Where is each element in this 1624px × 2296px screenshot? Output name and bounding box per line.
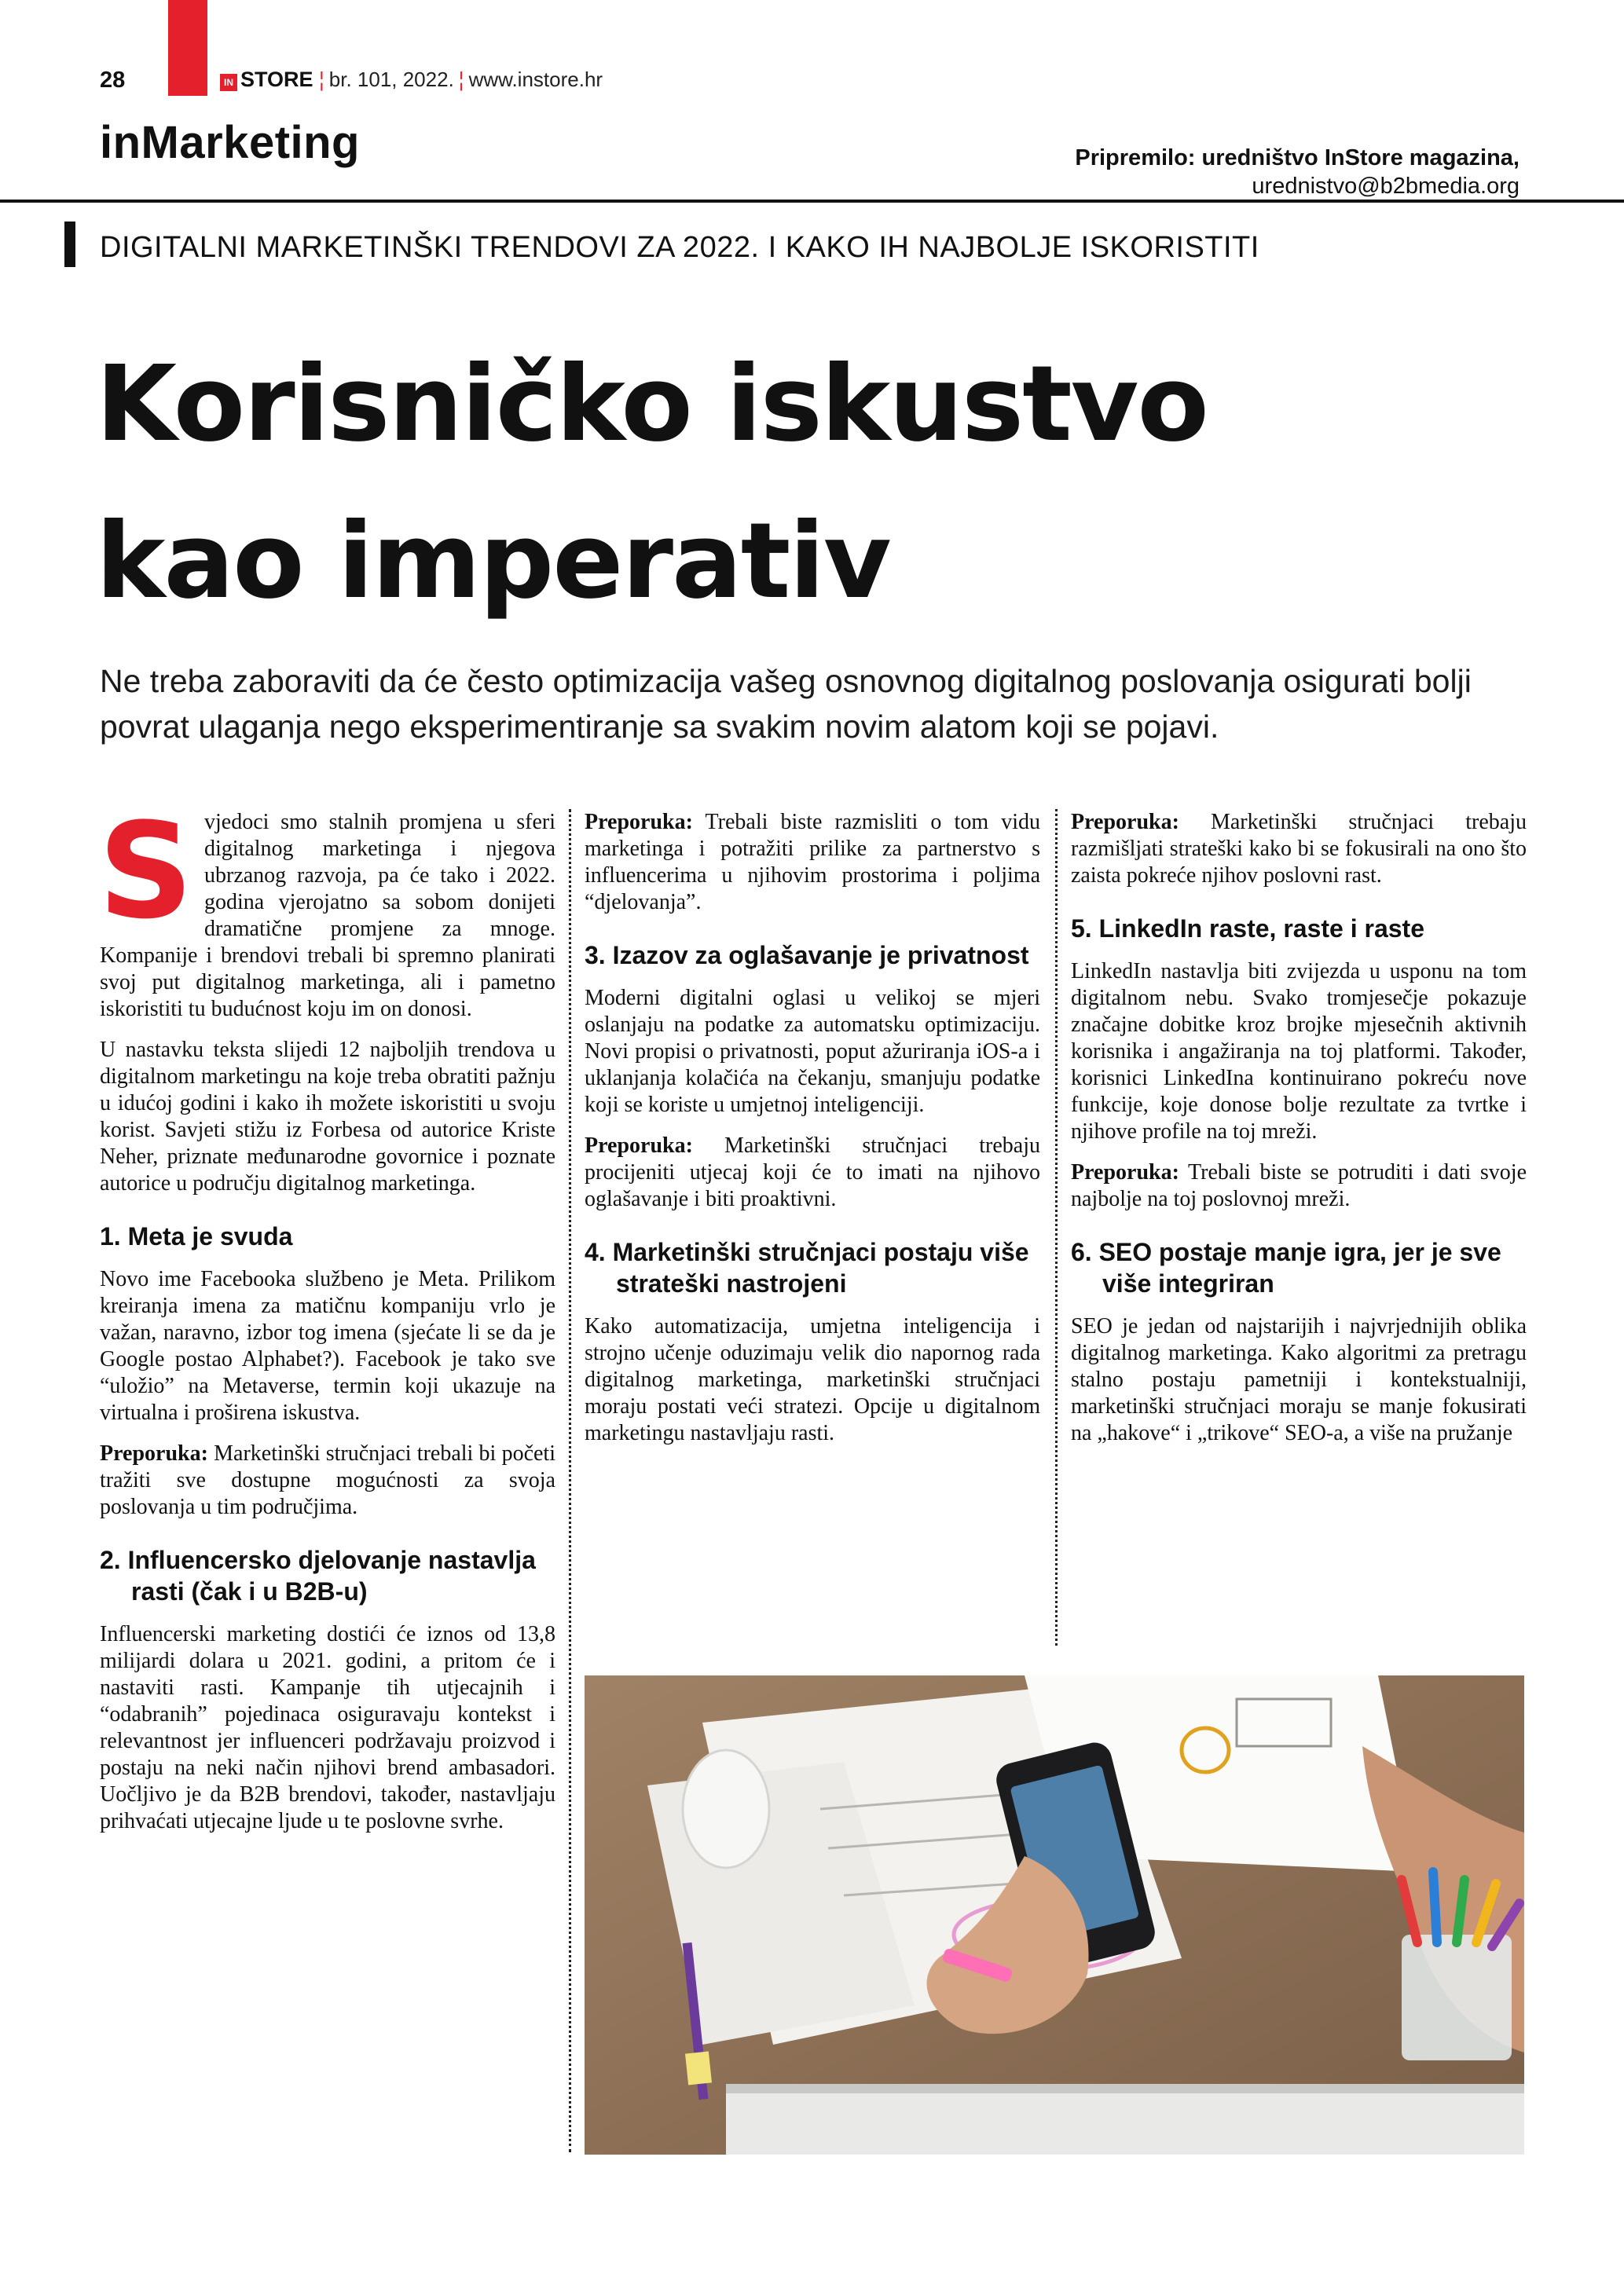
- website-link[interactable]: www.instore.hr: [468, 68, 603, 91]
- header-divider: [0, 200, 1624, 203]
- header-red-tab: [168, 0, 207, 96]
- section-5-paragraph: LinkedIn nastavlja biti zvijezda u usponu na tom digitalnom nebu. Svako tromjesečje pokazuje značajne dobitke kroz brojke mjesečnih aktivnih korisnika i angažiranja na toj platformi. Također, korisnici LinkedIna kontinuirano pokreću nove funkcije, koje donose bolje rezultate za tvrtke i njihove profile na toj mreži.: [1071, 959, 1527, 1144]
- section-3-recommendation: Preporuka: Marketinški stručnjaci trebaju procijeniti utjecaj koji će to imati na njihovo oglašavanje i biti proaktivni.: [585, 1133, 1040, 1211]
- article-photo: [585, 1675, 1524, 2155]
- section-1-paragraph: Novo ime Facebooka službeno je Meta. Prilikom kreiranja imena za matičnu kompaniju vrlo je važan, naravno, izbor tog imena (sjećate li se da je Google postao Alphabet?). Facebook je tako sve “uložio” na Metaverse, termin koji ukazuje na virtualna i proširena iskustva.: [100, 1267, 555, 1425]
- section-6-paragraph: SEO je jedan od najstarijih i najvrjednijih oblika digitalnog marketinga. Kako algoritmi za pretragu stalno postaju pametniji i kontekstualniji, marketinški stručnjaci moraju se manje fokusirati na „hakove“ i „trikove“ SEO-a, a više na pružanje: [1071, 1314, 1527, 1445]
- brand-logo-name: STORE: [240, 68, 313, 91]
- article-column-1: [98, 794, 555, 1849]
- section-2-paragraph: Influencerski marketing dostići će iznos od 13,8 milijardi dolara u 2021. godini, a pritom će i nastaviti rasti. Kampanje tih utjecajnih i “odabranih” pojedinaca osiguravaju kontekst i relevantnost jer influenceri podržavaju proizvod i postaju na neki način njihovi brend ambasadori. Uočljivo je da B2B brendovi, također, nastavljaju prihvaćati utjecajne ljude u te poslovne svrhe.: [100, 1622, 555, 1833]
- section-5-recommendation: Preporuka: Trebali biste se potruditi i dati svoje najbolje na toj poslovnoj mreži.: [1071, 1160, 1527, 1211]
- dropcap: S: [98, 794, 193, 948]
- article-title-line-2: kao imperativ: [96, 501, 890, 622]
- photo-illustration: [585, 1675, 1524, 2155]
- section-4-recommendation: Preporuka: Marketinški stručnjaci trebaju razmišljati strateški kako bi se fokusirali na ono što zaista pokreće njihov poslovni rast.: [1071, 810, 1527, 888]
- article-column-2: [585, 809, 1040, 1461]
- prepared-by: [1075, 144, 1520, 200]
- section-1-recommendation: Preporuka: Marketinški stručnjaci trebali bi početi tražiti sve dostupne mogućnosti za svoja poslovanja u tim područjima.: [100, 1441, 555, 1519]
- column-separator-1: [569, 809, 571, 2152]
- section-1-heading: 1. Meta je svuda: [100, 1222, 293, 1251]
- section-6-heading: 6. SEO postaje manje igra, jer je sve više integriran: [1071, 1238, 1501, 1298]
- intro-paragraph-2: U nastavku teksta slijedi 12 najboljih trendova u digitalnom marketingu na koje treba obratiti pažnju u idućoj godini i kako ih možete iskoristiti u svoju korist. Savjeti stižu iz Forbesa od autorice Kriste Neher, priznate međunarodne govornice i poznate autorice u području digitalnog marketinga.: [100, 1038, 555, 1196]
- section-4-paragraph: Kako automatizacija, umjetna inteligencija i strojno učenje oduzimaju velik dio napornog rada digitalnog marketinga, marketinški stručnjaci moraju postati veći stratezi. Opcije u digitalnom marketingu nastavljaju rasti.: [585, 1314, 1040, 1445]
- article-title-line-1: Korisničko iskustvo: [96, 344, 1208, 465]
- prepared-by-label: Pripremilo: uredništvo InStore magazina,: [1075, 145, 1520, 170]
- section-5-heading: 5. LinkedIn raste, raste i raste: [1071, 914, 1424, 943]
- prepared-by-email[interactable]: urednistvo@b2bmedia.org: [1252, 174, 1520, 199]
- issue-number: br. 101, 2022.: [328, 68, 454, 91]
- article-title: [96, 326, 1510, 640]
- brand-logo-mark: IN: [220, 74, 237, 91]
- page-number: 28: [100, 68, 126, 93]
- section-3-paragraph: Moderni digitalni oglasi u velikoj se mjeri oslanjaju na podatke za automatsku optimizaciju. Novi propisi o privatnosti, poput ažuriranja iOS-a i uklanjanja kolačića na čekanju, smanjuju podatke koji se koriste u umjetnoj inteligenciji.: [585, 986, 1040, 1117]
- intro-paragraph-1: Svjedoci smo stalnih promjena u sferi digitalnog marketinga i njegova ubrzanog razvoja, pa će tako i 2022. godina vjerojatno sa sobom donijeti dramatične promjene za mnoge. Kompanije i brendovi trebali bi spremno planirati svoj put digitalnog marketinga, ali i pametno iskoristiti tu budućnost koju im on donosi.: [98, 794, 555, 1021]
- issue-info: ¦ br. 101, 2022. ¦ www.instore.hr: [319, 68, 603, 91]
- article-lead: Ne treba zaboraviti da će često optimizacija vašeg osnovnog digitalnog poslovanja osigurati bolji povrat ulaganja nego eksperimentiranje sa svakim novim alatom koji se pojavi.: [100, 663, 1472, 745]
- article-column-3: [1071, 809, 1527, 1461]
- section-3-heading: 3. Izazov za oglašavanje je privatnost: [585, 941, 1029, 969]
- kicker-bar: [64, 222, 75, 267]
- section-4-heading: 4. Marketinški stručnjaci postaju više strateški nastrojeni: [585, 1238, 1029, 1298]
- article-kicker: DIGITALNI MARKETINŠKI TRENDOVI ZA 2022. I KAKO IH NAJBOLJE ISKORISTITI: [100, 231, 1259, 264]
- section-2-heading: 2. Influencersko djelovanje nastavlja rasti (čak i u B2B-u): [100, 1546, 536, 1606]
- column-separator-2: [1055, 809, 1058, 1646]
- section-title: inMarketing: [100, 117, 360, 168]
- section-2-recommendation: Preporuka: Trebali biste razmisliti o tom vidu marketinga i potražiti prilike za partnerstvo s influencerima u njihovim prostorima i poljima “djelovanja”.: [585, 810, 1040, 914]
